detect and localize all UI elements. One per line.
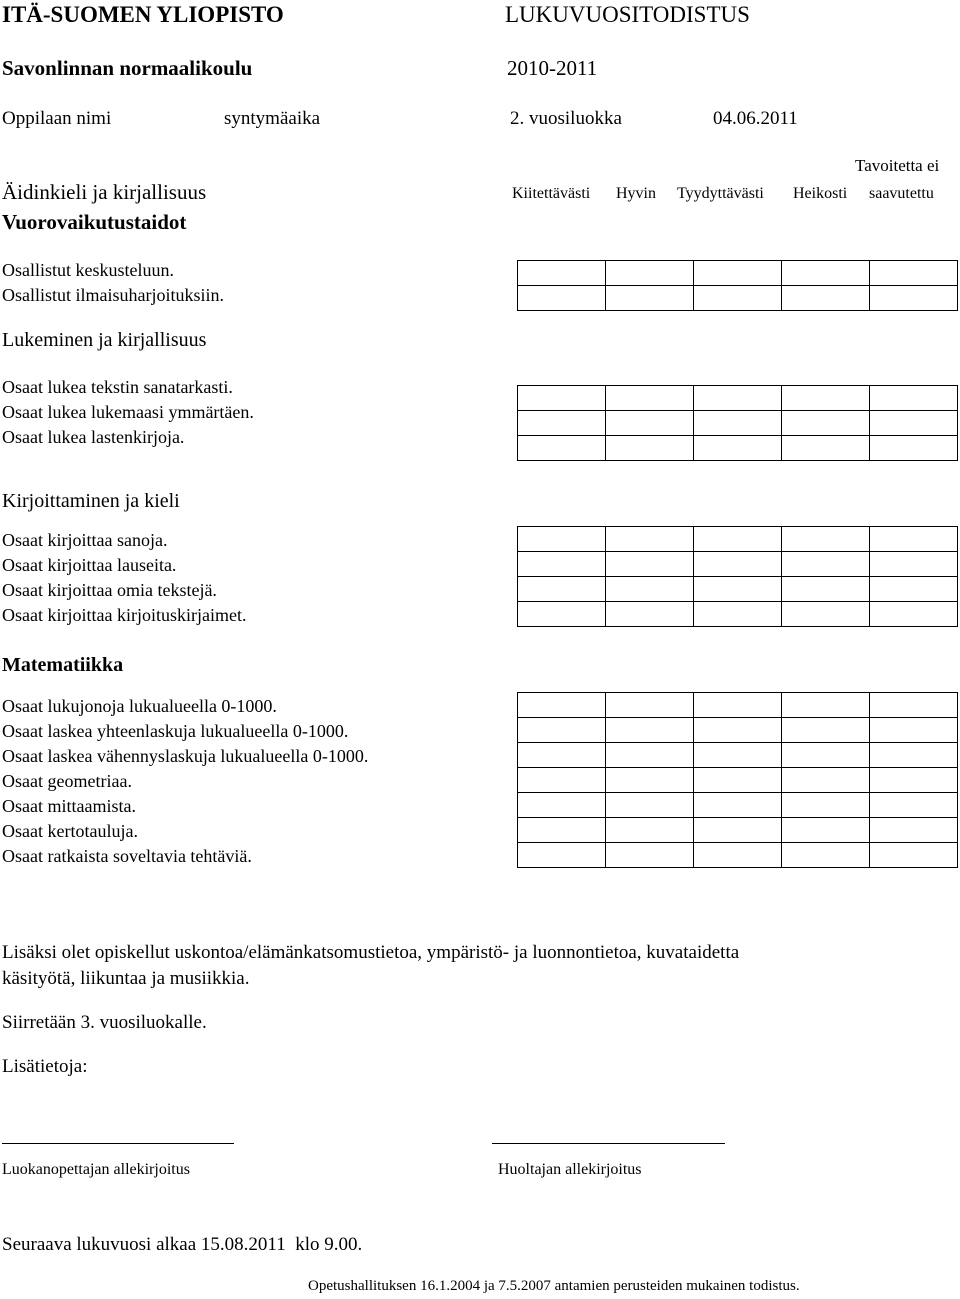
rating-cell[interactable] (694, 527, 782, 552)
table-row (518, 718, 958, 743)
table-row (518, 602, 958, 627)
section-items-interaction (2, 258, 224, 308)
scale-level-not-achieved: saavutettu (869, 185, 934, 202)
rating-cell[interactable] (782, 718, 870, 743)
next-school-year: Seuraava lukuvuosi alkaa 15.08.2011 klo 9.00. (2, 1234, 363, 1255)
rating-cell[interactable] (782, 602, 870, 627)
rating-cell[interactable] (782, 843, 870, 868)
section-title-writing: Kirjoittaminen ja kieli (2, 490, 180, 512)
additional-studies-line-1: Lisäksi olet opiskellut uskontoa/elämänkatsomustietoa, ympäristö- ja luonnontietoa, kuvataidetta (2, 942, 740, 963)
subject-title: Äidinkieli ja kirjallisuus (2, 180, 207, 204)
rating-cell[interactable] (782, 768, 870, 793)
rating-cell[interactable] (518, 793, 606, 818)
rating-cell[interactable] (518, 286, 606, 311)
list-item: Osaat mittaamista. (2, 796, 136, 816)
rating-cell[interactable] (606, 577, 694, 602)
rating-cell[interactable] (782, 436, 870, 461)
rating-cell[interactable] (870, 818, 958, 843)
document-title: LUKUVUOSITODISTUS (505, 2, 750, 27)
school-year: 2010-2011 (507, 56, 598, 80)
rating-cell[interactable] (518, 843, 606, 868)
rating-cell[interactable] (606, 818, 694, 843)
table-row (518, 793, 958, 818)
rating-grid-writing (517, 526, 958, 627)
rating-cell[interactable] (782, 261, 870, 286)
rating-cell[interactable] (870, 743, 958, 768)
rating-cell[interactable] (606, 693, 694, 718)
rating-cell[interactable] (518, 436, 606, 461)
list-item: Osaat kertotauluja. (2, 821, 138, 841)
rating-cell[interactable] (518, 577, 606, 602)
rating-cell[interactable] (782, 693, 870, 718)
rating-cell[interactable] (870, 577, 958, 602)
rating-cell[interactable] (782, 411, 870, 436)
list-item: Osallistut ilmaisuharjoituksiin. (2, 285, 224, 305)
section-items-math (2, 694, 368, 869)
rating-cell[interactable] (518, 386, 606, 411)
scale-level-weak: Heikosti (793, 185, 848, 202)
rating-cell[interactable] (606, 411, 694, 436)
table-row (518, 552, 958, 577)
scale-level-excellent: Kiitettävästi (512, 185, 591, 202)
grade-label: 2. vuosiluokka (510, 108, 622, 129)
report-date: 04.06.2011 (713, 108, 798, 129)
rating-cell[interactable] (870, 718, 958, 743)
section-title-interaction: Vuorovaikutustaidot (2, 210, 187, 234)
section-title-math: Matematiikka (2, 654, 124, 676)
table-row (518, 768, 958, 793)
table-row (518, 527, 958, 552)
rating-cell[interactable] (870, 843, 958, 868)
school-name: Savonlinnan normaalikoulu (2, 56, 253, 80)
rating-cell[interactable] (606, 743, 694, 768)
rating-cell[interactable] (694, 552, 782, 577)
birthdate-label: syntymäaika (224, 108, 321, 129)
rating-cell[interactable] (870, 793, 958, 818)
rating-cell[interactable] (870, 602, 958, 627)
rating-cell[interactable] (782, 577, 870, 602)
rating-cell[interactable] (518, 602, 606, 627)
rating-cell[interactable] (870, 768, 958, 793)
table-row (518, 436, 958, 461)
rating-cell[interactable] (606, 261, 694, 286)
list-item: Osaat kirjoittaa sanoja. (2, 530, 168, 550)
rating-cell[interactable] (694, 602, 782, 627)
rating-cell[interactable] (518, 693, 606, 718)
rating-cell[interactable] (694, 577, 782, 602)
list-item: Osaat laskea yhteenlaskuja lukualueella 0-1000. (2, 721, 349, 741)
rating-cell[interactable] (518, 261, 606, 286)
list-item: Osaat lukea tekstin sanatarkasti. (2, 377, 233, 397)
scale-top-label: Tavoitetta ei (855, 156, 940, 175)
rating-cell[interactable] (782, 527, 870, 552)
rating-cell[interactable] (606, 527, 694, 552)
rating-cell[interactable] (518, 768, 606, 793)
legal-note: Opetushallituksen 16.1.2004 ja 7.5.2007 antamien perusteiden mukainen todistus. (308, 1278, 800, 1294)
rating-cell[interactable] (782, 286, 870, 311)
rating-cell[interactable] (694, 436, 782, 461)
list-item: Osaat lukujonoja lukualueella 0-1000. (2, 696, 277, 716)
rating-cell[interactable] (694, 793, 782, 818)
rating-cell[interactable] (606, 386, 694, 411)
list-item: Osaat laskea vähennyslaskuja lukualueella 0-1000. (2, 746, 369, 766)
rating-cell[interactable] (870, 436, 958, 461)
teacher-signature-line (2, 1143, 234, 1144)
rating-cell[interactable] (694, 718, 782, 743)
rating-cell[interactable] (782, 793, 870, 818)
rating-cell[interactable] (694, 386, 782, 411)
rating-cell[interactable] (518, 411, 606, 436)
rating-cell[interactable] (606, 843, 694, 868)
list-item: Osaat kirjoittaa lauseita. (2, 555, 177, 575)
rating-cell[interactable] (782, 743, 870, 768)
rating-cell[interactable] (606, 286, 694, 311)
table-row (518, 577, 958, 602)
additional-studies-line-2: käsityötä, liikuntaa ja musiikkia. (2, 968, 250, 989)
rating-cell[interactable] (782, 552, 870, 577)
rating-cell[interactable] (870, 527, 958, 552)
rating-cell[interactable] (606, 552, 694, 577)
rating-cell[interactable] (870, 286, 958, 311)
scale-level-good: Hyvin (616, 185, 656, 202)
list-item: Osaat lukea lastenkirjoja. (2, 427, 185, 447)
rating-cell[interactable] (694, 286, 782, 311)
table-row (518, 261, 958, 286)
rating-cell[interactable] (694, 693, 782, 718)
rating-cell[interactable] (518, 552, 606, 577)
table-row (518, 843, 958, 868)
rating-cell[interactable] (606, 768, 694, 793)
rating-cell[interactable] (518, 743, 606, 768)
rating-cell[interactable] (606, 793, 694, 818)
promotion-text: Siirretään 3. vuosiluokalle. (2, 1012, 207, 1033)
section-items-writing (2, 528, 246, 628)
list-item: Osaat geometriaa. (2, 771, 132, 791)
rating-cell[interactable] (694, 843, 782, 868)
rating-cell[interactable] (870, 386, 958, 411)
list-item: Osaat kirjoittaa omia tekstejä. (2, 580, 217, 600)
table-row (518, 818, 958, 843)
rating-grid-reading (517, 385, 958, 461)
rating-cell[interactable] (518, 527, 606, 552)
student-name-label: Oppilaan nimi (2, 108, 112, 129)
table-row (518, 693, 958, 718)
rating-grid-math (517, 692, 958, 868)
list-item: Osaat lukea lukemaasi ymmärtäen. (2, 402, 254, 422)
table-row (518, 386, 958, 411)
rating-cell[interactable] (606, 602, 694, 627)
list-item: Osaat ratkaista soveltavia tehtäviä. (2, 846, 252, 866)
scale-level-satisfactory: Tyydyttävästi (677, 185, 764, 202)
rating-cell[interactable] (782, 386, 870, 411)
rating-cell[interactable] (518, 718, 606, 743)
rating-cell[interactable] (694, 411, 782, 436)
rating-cell[interactable] (870, 693, 958, 718)
rating-cell[interactable] (606, 718, 694, 743)
university-name: ITÄ-SUOMEN YLIOPISTO (2, 2, 284, 27)
teacher-signature-label: Luokanopettajan allekirjoitus (2, 1161, 190, 1178)
extra-info-label: Lisätietoja: (2, 1056, 88, 1077)
table-row (518, 743, 958, 768)
rating-cell[interactable] (694, 743, 782, 768)
rating-cell[interactable] (694, 261, 782, 286)
rating-cell[interactable] (606, 436, 694, 461)
section-items-reading (2, 375, 254, 450)
rating-cell[interactable] (694, 818, 782, 843)
list-item: Osaat kirjoittaa kirjoituskirjaimet. (2, 605, 247, 625)
table-row (518, 411, 958, 436)
rating-cell[interactable] (518, 818, 606, 843)
list-item: Osallistut keskusteluun. (2, 260, 174, 280)
section-title-reading: Lukeminen ja kirjallisuus (2, 329, 207, 351)
rating-grid-interaction (517, 260, 958, 311)
table-row (518, 286, 958, 311)
rating-cell[interactable] (870, 552, 958, 577)
rating-cell[interactable] (782, 818, 870, 843)
guardian-signature-label: Huoltajan allekirjoitus (498, 1161, 642, 1178)
rating-cell[interactable] (870, 261, 958, 286)
guardian-signature-line (492, 1143, 725, 1144)
rating-cell[interactable] (870, 411, 958, 436)
rating-cell[interactable] (694, 768, 782, 793)
